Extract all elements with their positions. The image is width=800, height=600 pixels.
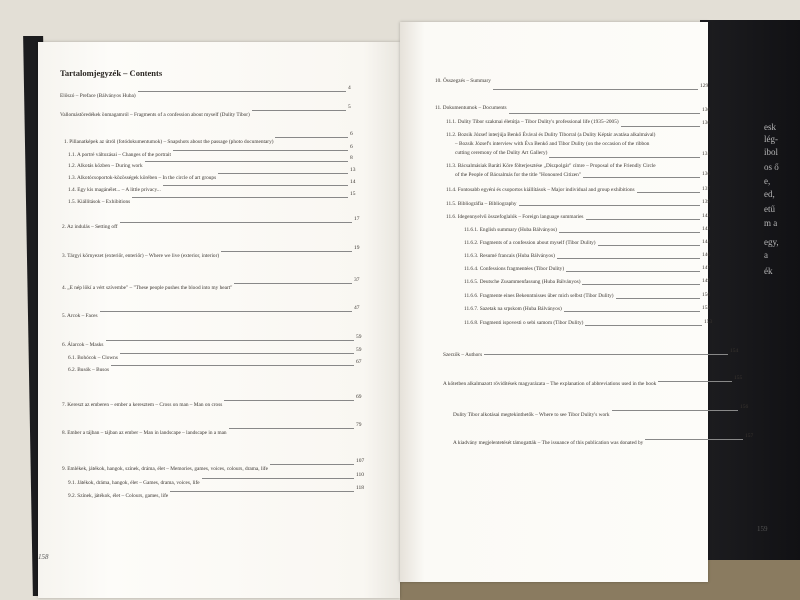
toc-leader-rule [106, 340, 355, 341]
bleed-fragment: esk [764, 122, 776, 132]
toc-entry: 8. Ember a tájban – tájban az ember – Man in landscape – landscape in a man [62, 430, 227, 436]
toc-page-number: 137 [702, 186, 711, 192]
toc-entry: Szerzők – Authors [443, 352, 483, 358]
toc-page-number: 13 [350, 167, 356, 173]
toc-entry: 6.2. Busók – Busos [68, 367, 110, 373]
book-cover-right [700, 20, 800, 600]
toc-leader-rule [229, 428, 354, 429]
toc-leader-rule [202, 478, 354, 479]
toc-page-number: 154 [730, 348, 739, 354]
toc-page-number: 79 [356, 422, 362, 428]
toc-entry: 11.6.6. Fragmente eines Bekenntnisses über mich selbst (Tibor Dulity) [464, 293, 614, 299]
toc-page-number: 156 [740, 404, 749, 410]
toc-leader-rule [484, 354, 728, 355]
toc-entry: 1.1. A portré változásai – Changes of the portrait [68, 152, 171, 158]
toc-entry: 10. Összegzés – Summary [435, 78, 491, 84]
toc-page-number: 17 [354, 216, 360, 222]
bleed-fragment: m a [764, 218, 778, 228]
toc-entry: 1.3. Alkotócsoportok-közösségek körében – In the circle of art groups [68, 175, 217, 181]
toc-page-number: 59 [356, 347, 362, 353]
left-page [38, 42, 400, 598]
toc-page-number: 149 [702, 278, 711, 284]
toc-leader-rule [163, 185, 348, 186]
toc-page-number: 110 [356, 472, 365, 478]
toc-page-number: 6 [350, 131, 353, 137]
toc-leader-rule [612, 410, 738, 411]
toc-entry: 6.1. Bohócok – Clowns [68, 355, 118, 361]
toc-entry: 5. Arcok – Faces [62, 313, 98, 319]
toc-leader-rule [224, 400, 354, 401]
toc-leader-rule [559, 232, 700, 233]
toc-page-number: 5 [348, 104, 351, 110]
toc-entry: 11.2. Bozsik József interjúja Benkő Évával és Dulity Tiborral (a Dulity Képtár avatása alkalmával) [446, 132, 656, 138]
toc-entry: Dulity Tibor alkotásai megtekinthetők – Where to see Tibor Dulity's work [453, 412, 610, 418]
toc-page-number: 37 [354, 277, 360, 283]
bleed-fragment: a [764, 250, 768, 260]
toc-leader-rule [586, 219, 701, 220]
toc-entry: 11.6.5. Deutsche Zusammenfassung (Huba Bálványos) [464, 279, 581, 285]
toc-leader-rule [493, 89, 698, 90]
bleed-fragment: ed, [764, 189, 775, 199]
toc-page-number: 153 [704, 319, 713, 325]
toc-page-number: 131 [702, 151, 711, 157]
bleed-fragment: ék [764, 266, 773, 276]
bleed-fragment: ibol [764, 147, 779, 157]
bleed-fragment: lég- [764, 134, 778, 144]
toc-page-number: 107 [356, 458, 365, 464]
toc-entry: 4. „E nép lökí a vért szívembe" – "These people pushes the blood into my heart" [62, 285, 233, 291]
toc-entry: 11.6.7. Sazetak na srpskom (Huba Bálványos) [464, 306, 562, 312]
toc-leader-rule [598, 245, 700, 246]
toc-entry: 11.5. Bibliográfia – Bibliography [446, 201, 517, 207]
toc-leader-rule [234, 283, 352, 284]
toc-page-number: 118 [356, 485, 365, 491]
toc-leader-rule [120, 222, 352, 223]
toc-leader-rule [120, 353, 354, 354]
toc-leader-rule [132, 197, 348, 198]
toc-leader-rule [658, 381, 732, 382]
toc-leader-rule [557, 258, 700, 259]
toc-entry: A kiadvány megjelentetését támogatták – The issuance of this publication was donated by [453, 440, 644, 446]
toc-entry: A kötetben alkalmazott rövidítések magyarázata – The explanation of abbreviations used in the book [443, 381, 657, 387]
toc-page-number: 144 [702, 239, 711, 245]
toc-page-number: 157 [745, 433, 754, 439]
toc-leader-rule [564, 311, 700, 312]
toc-entry: Vallomástöredékek önmagamról – Fragments of a confession about myself (Dulity Tibor) [60, 112, 250, 118]
toc-entry: 11.6.1. English summary (Huba Bálványos) [464, 227, 557, 233]
toc-leader-rule [637, 192, 700, 193]
toc-leader-rule [145, 161, 348, 162]
toc-leader-rule [252, 110, 346, 111]
toc-page-number: 69 [356, 394, 362, 400]
toc-entry: 11.6.8. Fragmenti ispovesti o sebi samom (Tibor Dulity) [464, 320, 584, 326]
toc-leader-rule [275, 137, 348, 138]
toc-entry: 9. Emlékek, játékok, hangok, színek, dráma, élet – Memories, games, voices, colours, drama, life [62, 466, 268, 472]
toc-leader-rule [111, 365, 354, 366]
toc-page-number: 143 [702, 213, 711, 219]
toc-entry: 1.4. Egy kis magánélet... – A little privacy... [68, 187, 161, 193]
toc-page-number: 130 [702, 107, 711, 113]
toc-leader-rule [519, 205, 700, 206]
bleed-fragment: etű [764, 204, 775, 214]
toc-leader-rule [583, 177, 700, 178]
toc-leader-rule [270, 464, 354, 465]
toc-leader-rule [509, 113, 700, 114]
toc-entry: 1. Pillanatképek az útról (fotódokumentumok) – Snapshots about the passage (photo documentary) [64, 139, 274, 145]
toc-entry: 1.2. Alkotás közben – During work [68, 163, 143, 169]
toc-page-number: 4 [348, 85, 351, 91]
toc-page-number: 14 [350, 179, 356, 185]
toc-entry: 9.1. Játékok, dráma, hangok, élet – Games, drama, voices, life [68, 480, 200, 486]
toc-page-number: 130 [702, 120, 711, 126]
toc-page-number: 47 [354, 305, 360, 311]
toc-entry: 9.2. Színek, játékok, élet – Colours, games, life [68, 493, 169, 499]
toc-leader-rule [616, 298, 700, 299]
toc-entry: 11.6. Idegennyelvű összefoglalók – Foreign language summaries [446, 214, 584, 220]
toc-page-number: 8 [350, 155, 353, 161]
toc-entry: 11.6.3. Resumé francais (Huba Bálványos) [464, 253, 555, 259]
toc-entry: 11.6.2. Fragments of a confession about myself (Tibor Dulity) [464, 240, 596, 246]
toc-leader-rule [645, 439, 743, 440]
bleed-fragment: egy, [764, 237, 779, 247]
toc-entry: 6. Álarcok – Masks [62, 342, 104, 348]
bleed-fragment: os ő [764, 162, 779, 172]
toc-entry: 11.3. Bácsalmásiak Baráti Köre fölterjesztése „Díszpolgár" címre – Proposal of the Friendly Circle [446, 163, 656, 169]
toc-leader-rule [585, 325, 702, 326]
page-number-right: 159 [757, 525, 768, 533]
toc-page-number: 146 [702, 252, 711, 258]
toc-page-number: 152 [702, 305, 711, 311]
bleed-fragment: e, [764, 176, 771, 186]
toc-entry: 11.1. Dulity Tibor szakmai életútja – Tibor Dulity's professional life (1935–2005) [446, 119, 619, 125]
toc-entry: 2. Az indulás – Setting off [62, 224, 118, 230]
toc-entry: Előszó – Preface (Bálványos Huba) [60, 93, 136, 99]
toc-title: Tartalomjegyzék – Contents [60, 68, 163, 78]
toc-entry: 7. Kereszt az emberen – ember a keresztem – Cross on man – Man on cross [62, 402, 223, 408]
toc-entry: of the People of Bácsalmás for the title "Honoured Citizen" [455, 172, 581, 178]
toc-page-number: 129 [700, 83, 709, 89]
toc-entry: – Bozsik József's interview with Éva Benkő and Tibor Dulity (on the occasion of the ribbon [455, 141, 650, 147]
toc-page-number: 139 [702, 199, 711, 205]
toc-leader-rule [100, 311, 352, 312]
toc-leader-rule [218, 173, 348, 174]
toc-entry: 11.6.4. Confessions fragmentées (Tibor Dulity) [464, 266, 565, 272]
toc-page-number: 147 [702, 265, 711, 271]
toc-leader-rule [566, 271, 700, 272]
toc-entry: 1.5. Kiállítások – Exhibitions [68, 199, 131, 205]
toc-entry: 11.4. Fontosabb egyéni és csoportos kiállítások – Major individual and group exhibitions [446, 187, 635, 193]
toc-page-number: 67 [356, 359, 362, 365]
toc-page-number: 19 [354, 245, 360, 251]
toc-page-number: 143 [702, 226, 711, 232]
toc-entry: 11. Dokumentumok – Documents [435, 105, 507, 111]
toc-page-number: 6 [350, 144, 353, 150]
toc-leader-rule [173, 150, 348, 151]
toc-page-number: 136 [702, 171, 711, 177]
toc-leader-rule [582, 284, 700, 285]
toc-leader-rule [138, 91, 346, 92]
toc-entry: 3. Tárgyi környezet (exteriőr, enteriőr) – Where we live (exterior, interior) [62, 253, 220, 259]
toc-leader-rule [549, 157, 700, 158]
toc-page-number: 59 [356, 334, 362, 340]
toc-leader-rule [621, 126, 700, 127]
toc-page-number: 155 [734, 375, 743, 381]
page-number-left: 158 [38, 553, 49, 561]
toc-page-number: 15 [350, 191, 356, 197]
toc-entry: cutting ceremony of the Dulity Art Gallery) [455, 150, 548, 156]
toc-leader-rule [221, 251, 352, 252]
toc-leader-rule [170, 491, 354, 492]
toc-page-number: 150 [702, 292, 711, 298]
